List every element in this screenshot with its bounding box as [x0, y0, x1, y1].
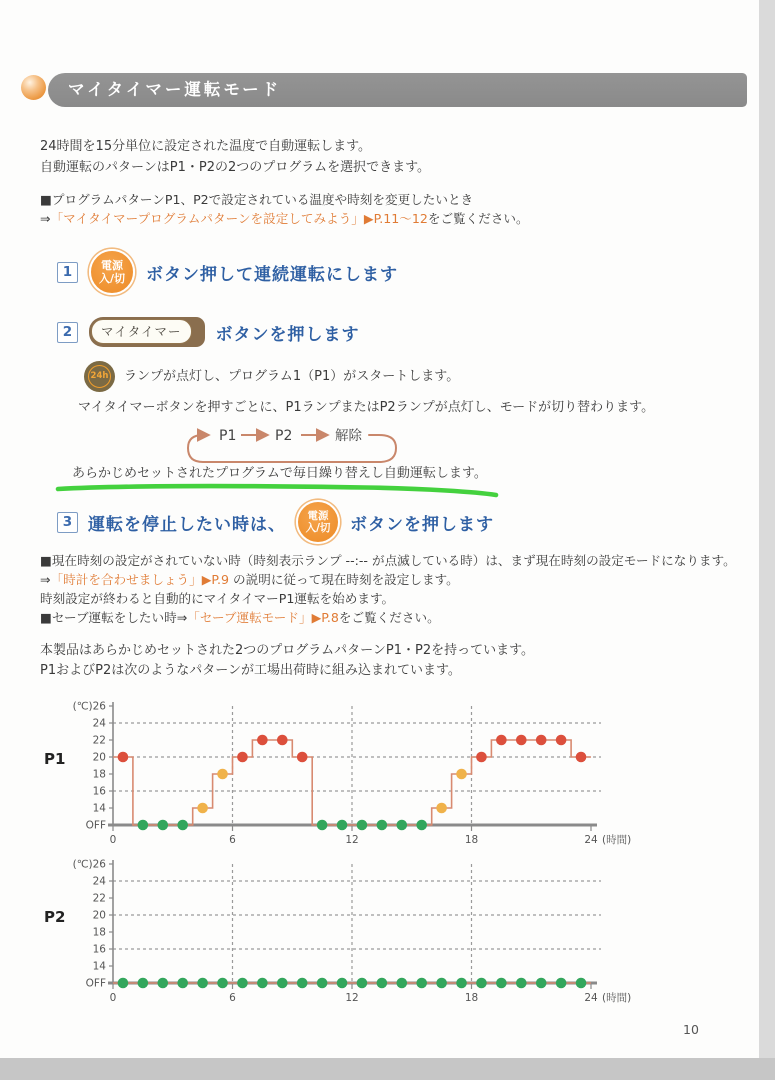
factory-line-1: 本製品はあらかじめセットされた2つのプログラムパターンP1・P2を持っています。: [40, 643, 535, 658]
svg-text:24: 24: [584, 834, 598, 846]
svg-text:24: 24: [92, 875, 106, 888]
page-number: 10: [683, 1022, 699, 1037]
intro-text: [40, 136, 430, 178]
cycle-item-clear: 解除: [335, 428, 362, 444]
svg-text:12: 12: [345, 992, 359, 1004]
svg-text:24: 24: [92, 717, 106, 730]
link-suffix: をご覧ください。: [338, 610, 440, 625]
factory-text: [40, 641, 534, 681]
link-suffix: の説明に従って現在時刻を設定します。: [229, 572, 459, 587]
svg-text:(時間): (時間): [602, 834, 632, 846]
step-1: [57, 249, 398, 295]
power-button-label-bottom: 入/切: [305, 522, 331, 534]
photo-edge-bottom: [0, 1058, 775, 1080]
step-2-heading: ボタンを押します: [215, 324, 360, 345]
cycle-item-p2: P2: [275, 428, 293, 444]
step-1-number: 1: [57, 262, 78, 283]
link-suffix: をご覧ください。: [427, 211, 529, 226]
svg-text:22: 22: [92, 892, 106, 905]
mode-switch-text: マイタイマーボタンを押すごとに、P1ランプまたはP2ランプが点灯し、モードが切り替わります。: [78, 400, 655, 415]
green-underline-stroke: [58, 486, 496, 495]
step-1-heading: ボタン押して連続運転にします: [146, 264, 398, 285]
link-program-pattern[interactable]: 「マイタイマープログラムパターンを設定してみよう」▶P.11〜12: [50, 211, 428, 226]
svg-text:22: 22: [92, 734, 106, 747]
cycle-item-p1: P1: [219, 428, 237, 444]
svg-text:6: 6: [229, 992, 236, 1004]
svg-text:24: 24: [584, 992, 598, 1004]
power-button-icon-step3: [296, 500, 340, 544]
change-note: [40, 190, 529, 228]
chart-p2-label: P2: [44, 908, 66, 926]
step-3-number: 3: [57, 512, 78, 533]
preset-text: あらかじめセットされたプログラムで毎日繰り替えし自動運転します。: [72, 466, 487, 481]
svg-text:16: 16: [92, 785, 106, 798]
chart-p1: [67, 694, 707, 846]
green-underline-annotation: [55, 481, 500, 501]
svg-text:18: 18: [464, 992, 479, 1004]
section-title-bar: [48, 73, 747, 107]
mytimer-button-icon: [89, 317, 205, 347]
save-note-prefix: ■セーブ運転をしたい時⇒: [40, 610, 188, 625]
step-3-text-before: 運転を停止したい時は、: [88, 514, 286, 535]
chart-p2: [67, 852, 707, 1004]
svg-text:14: 14: [92, 960, 106, 973]
link-save-mode[interactable]: 「セーブ運転モード」▶P.8: [187, 610, 339, 625]
svg-text:(℃)26: (℃)26: [72, 700, 106, 713]
intro-line-1: 24時間を15分単位に設定された温度で自動運転します。: [40, 139, 372, 154]
clock-note-line-4: [40, 608, 736, 627]
step-2: [57, 314, 360, 350]
svg-text:18: 18: [92, 926, 106, 939]
svg-text:14: 14: [92, 802, 106, 815]
link-set-clock[interactable]: 「時計を合わせましょう」▶P.9: [50, 572, 230, 587]
svg-text:(℃)26: (℃)26: [72, 858, 106, 871]
svg-text:20: 20: [92, 909, 106, 922]
power-button-icon: [89, 249, 135, 295]
clock-notes: [40, 551, 736, 627]
power-button-label-top: 電源: [101, 259, 123, 272]
timer-24h-lamp-label: 24h: [88, 365, 111, 388]
section-bullet-ball: [21, 75, 46, 100]
svg-text:6: 6: [229, 834, 236, 846]
svg-text:OFF: OFF: [85, 977, 106, 990]
step-2-number: 2: [57, 322, 78, 343]
intro-line-2: 自動運転のパターンはP1・P2の2つのプログラムを選択できます。: [40, 160, 431, 175]
arrow-prefix: ⇒: [40, 211, 51, 226]
clock-note-line-1: ■現在時刻の設定がされていない時（時刻表示ランプ --:-- が点滅している時）は、まず現在時刻の設定モードになります。: [40, 553, 736, 568]
photo-edge-right: [759, 0, 775, 1080]
chart-p1-label: P1: [44, 750, 66, 768]
page-title: マイタイマー運転モード: [68, 80, 282, 99]
svg-text:18: 18: [464, 834, 479, 846]
lamp-text: ランプが点灯し、プログラム1（P1）がスタートします。: [124, 368, 460, 384]
svg-text:12: 12: [345, 834, 359, 846]
lamp-row: [84, 358, 459, 394]
clock-note-line-2: [40, 570, 736, 589]
svg-text:0: 0: [109, 834, 117, 846]
svg-text:16: 16: [92, 943, 106, 956]
svg-text:18: 18: [92, 768, 106, 781]
change-note-line-1: ■プログラムパターンP1、P2で設定されている温度や時刻を変更したいとき: [40, 192, 474, 207]
svg-text:(時間): (時間): [602, 992, 632, 1004]
power-button-label-top: 電源: [307, 510, 329, 522]
timer-24h-lamp-icon: [84, 361, 115, 392]
svg-text:OFF: OFF: [85, 819, 106, 832]
factory-line-2: P1およびP2は次のようなパターンが工場出荷時に組み込まれています。: [40, 663, 461, 678]
change-note-line-2: [40, 209, 529, 228]
step-3: [57, 499, 494, 545]
mytimer-button-label: マイタイマー: [91, 319, 192, 344]
svg-text:20: 20: [92, 751, 106, 764]
clock-note-line-3: 時刻設定が終わると自動的にマイタイマーP1運転を始めます。: [40, 591, 395, 606]
arrow-prefix: ⇒: [40, 572, 51, 587]
step-3-text-after: ボタンを押します: [350, 514, 494, 535]
svg-text:0: 0: [109, 992, 117, 1004]
power-button-label-bottom: 入/切: [98, 272, 126, 285]
